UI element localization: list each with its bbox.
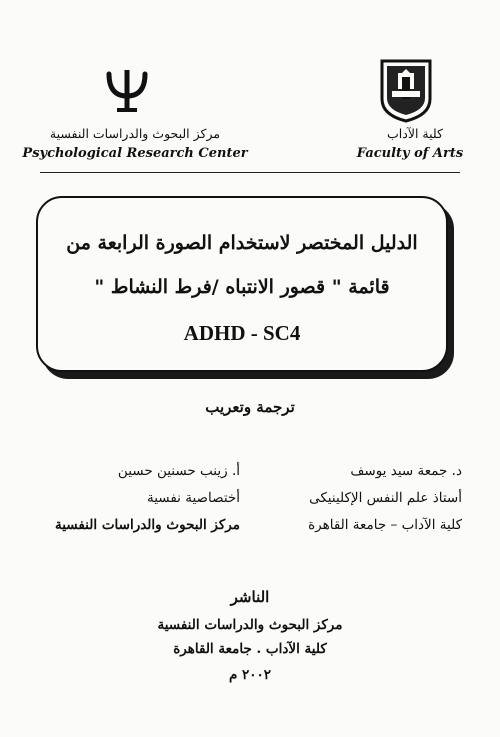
translation-label: ترجمة وتعريب (205, 398, 295, 416)
author-right-name: د. جمعة سيد يوسف (350, 463, 462, 479)
publisher-line-2: كلية الآداب . جامعة القاهرة (173, 641, 327, 657)
author-left (20, 458, 240, 539)
publisher-line-1: مركز البحوث والدراسات النفسية (157, 617, 343, 633)
publication-year: ٢٠٠٢ م (228, 667, 272, 683)
header-divider (40, 172, 460, 173)
faculty-name-english: Faculty of Arts (356, 146, 464, 161)
cairo-university-crest-icon (378, 55, 434, 123)
author-right-title: أستاذ علم النفس الإكلينيكى (309, 490, 462, 506)
title-line-3: ADHD - SC4 (183, 321, 301, 345)
faculty-name-arabic: كلية الآداب (387, 126, 443, 141)
title-line-1: الدليل المختصر لاستخدام الصورة الرابعة من (66, 232, 418, 254)
author-right (252, 458, 462, 539)
author-left-title: أختصاصية نفسية (147, 490, 240, 506)
author-left-name: أ. زينب حسنين حسين (117, 463, 240, 479)
author-left-affiliation: مركز البحوث والدراسات النفسية (55, 517, 240, 533)
center-name-arabic: مركز البحوث والدراسات النفسية (49, 126, 221, 141)
publisher-heading: الناشر (230, 588, 270, 606)
center-name-english: Psychological Research Center (22, 146, 248, 161)
psi-symbol-icon (103, 66, 151, 114)
title-line-2: قائمة " قصور الانتباه /فرط النشاط " (94, 276, 390, 298)
author-right-affiliation: كلية الآداب – جامعة القاهرة (308, 517, 462, 533)
